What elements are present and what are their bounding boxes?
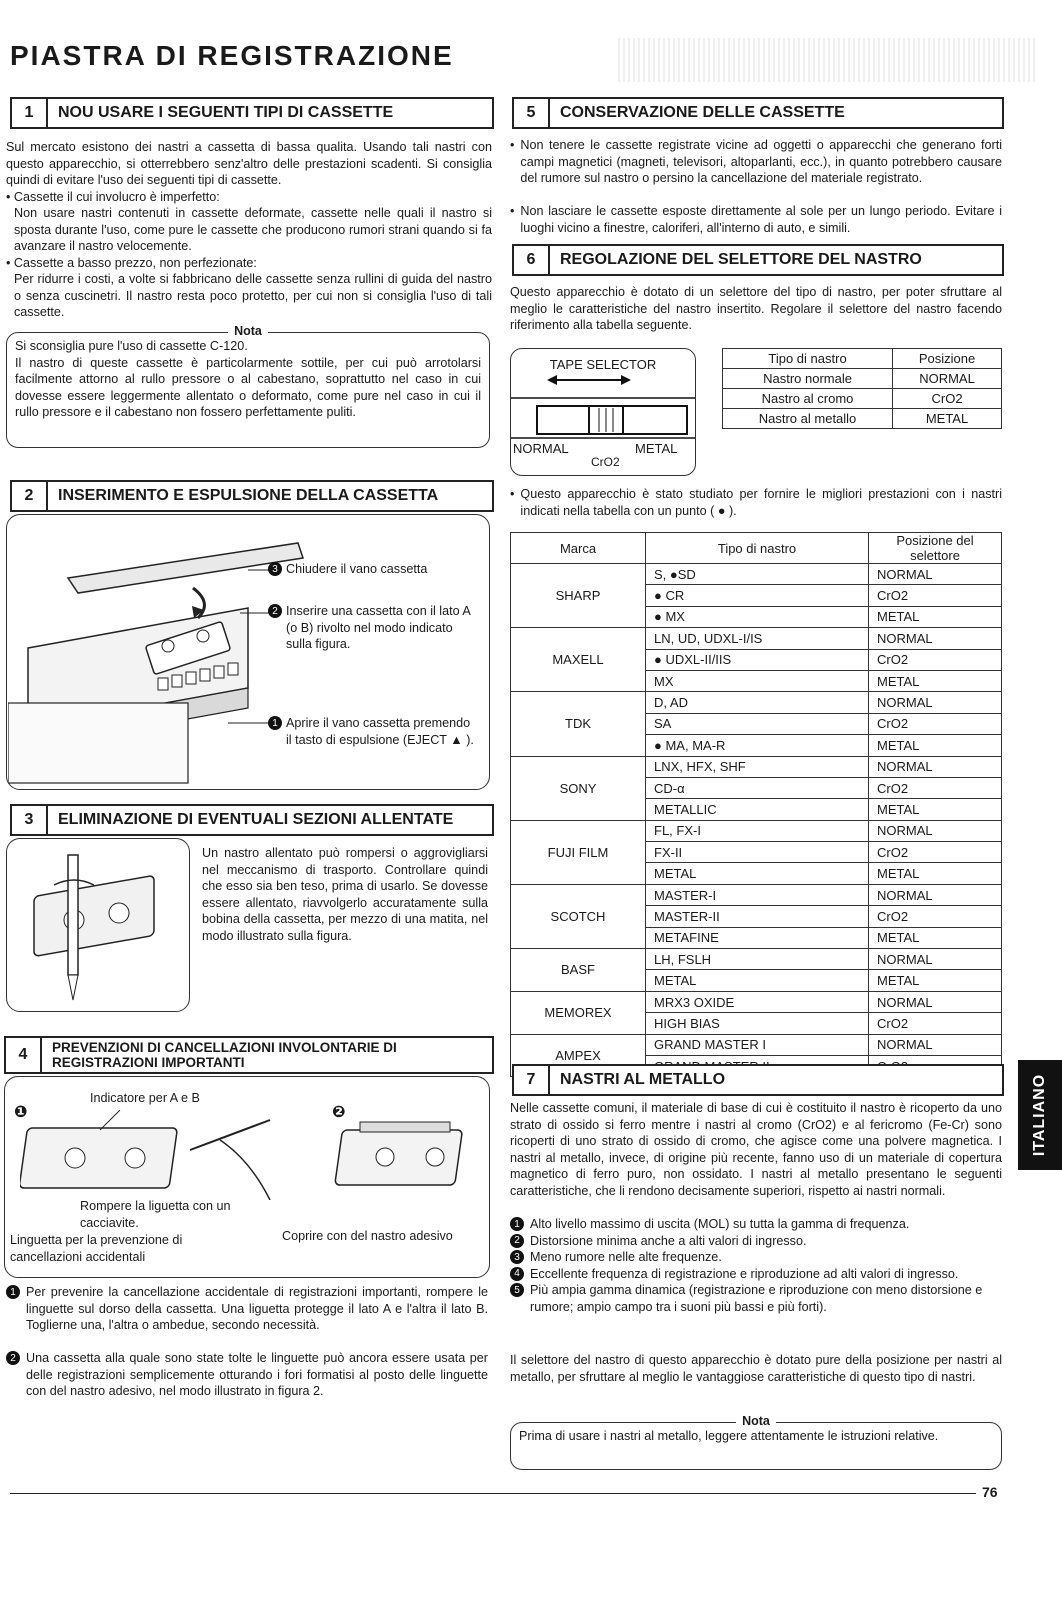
selector-position-cell: CrO2 bbox=[869, 649, 1002, 670]
metal-point-text: Alto livello massimo di uscita (MOL) su tutta la gamma di frequenza. bbox=[530, 1217, 910, 1231]
tab-prevention-label: Linguetta per la prevenzione di cancellazioni accidentali bbox=[10, 1233, 183, 1264]
tape-selector-switch bbox=[511, 372, 695, 452]
table-cell: Nastro al cromo bbox=[723, 389, 893, 409]
section-title-line-1: PREVENZIONI DI CANCELLAZIONI INVOLONTARIE DI bbox=[52, 1040, 397, 1055]
section-1-note bbox=[6, 324, 490, 448]
selector-position-cell: NORMAL bbox=[869, 628, 1002, 649]
section-title: NOU USARE I SEGUENTI TIPI DI CASSETTE bbox=[58, 104, 394, 121]
metal-point-text: Più ampia gamma dinamica (registrazione e riproduzione con meno distorsione e rumore; ampio campo tra i suoni più bassi e più forti). bbox=[530, 1283, 983, 1314]
footer-rule bbox=[10, 1493, 976, 1494]
metal-point-text: Meno rumore nelle alte frequenze. bbox=[530, 1250, 722, 1264]
language-tab bbox=[1018, 1060, 1062, 1170]
selector-position-cell: METAL bbox=[869, 927, 1002, 948]
selector-cro2-label: CrO2 bbox=[591, 455, 620, 469]
metal-point bbox=[510, 1266, 1002, 1283]
section-3-body: Un nastro allentato può rompersi o aggrovigliarsi nel meccanismo di trasporto. Controllare quindi che esso sia ben teso, prima di usarlo. Se dovesse essere allentato, riavvolgerlo accuratamente sulla bobina della cassetta, per mezzo di una matita, nel modo illustrato sulla figura. bbox=[202, 846, 488, 943]
section-title: CONSERVAZIONE DELLE CASSETTE bbox=[560, 104, 845, 121]
item-1-body: Non usare nastri contenuti in cassette deformate, cassette nelle quali il nastro si sposta durante l'uso, come pure le cassette che producono rumori strani quando si fa avanzare il nastro velocemente. bbox=[14, 206, 492, 253]
selector-position-cell: NORMAL bbox=[869, 1034, 1002, 1055]
section-7-body: Nelle cassette comuni, il materiale di base di cui è costituito il nastro è ricoperto da uno strato di ossido si ferro mentre i nastri al cromo (CrO2) e al fericromo (Fe-Cr) sono ricoperti di uno strato di ossido di cromo, che agisce come una polvere magnetica. I nastri al metallo, invece, di origine più recente, fanno uso di un materiale di copertura magnetico di ferro puro, non ossidato. I nastri al metallo presentano le seguenti caratteristiche, che li rendono decisamente superiori, rispetto ai nastri normali. bbox=[510, 1101, 1002, 1198]
section-4-paragraph-2 bbox=[6, 1350, 488, 1400]
tape-type-cell: SA bbox=[646, 713, 869, 734]
metal-point bbox=[510, 1249, 1002, 1266]
brand-name-cell: SCOTCH bbox=[511, 884, 646, 948]
bullet-2-text: Non lasciare le cassette esposte direttamente al sole per un lungo periodo. Evitare i luoghi vicino a finestre, caloriferi, all'interno di auto, e simili. bbox=[520, 204, 1002, 235]
item-1-heading: • Cassette il cui involucro è imperfetto: bbox=[6, 189, 220, 204]
table-row bbox=[511, 756, 1002, 777]
tape-type-cell: CD-α bbox=[646, 777, 869, 798]
brand-name-cell: SONY bbox=[511, 756, 646, 820]
tape-type-cell: ● CR bbox=[646, 585, 869, 606]
step-2 bbox=[268, 603, 478, 653]
tape-type-cell: MASTER-II bbox=[646, 906, 869, 927]
section-number: 4 bbox=[6, 1038, 42, 1072]
tape-type-cell: ● MX bbox=[646, 606, 869, 627]
tape-type-cell: S, ●SD bbox=[646, 564, 869, 585]
section-number: 5 bbox=[514, 99, 550, 127]
selector-metal-label: METAL bbox=[635, 441, 678, 456]
tape-type-cell: GRAND MASTER I bbox=[646, 1034, 869, 1055]
cassette-taped-illustration bbox=[330, 1112, 480, 1192]
note-label: Nota bbox=[736, 1414, 776, 1428]
tape-selector-label: TAPE SELECTOR bbox=[549, 357, 657, 372]
section-number: 7 bbox=[514, 1066, 550, 1094]
selector-position-cell: NORMAL bbox=[869, 884, 1002, 905]
metal-point-text: Eccellente frequenza di registrazione e riproduzione ad alti valori di ingresso. bbox=[530, 1266, 959, 1281]
selector-position-cell: CrO2 bbox=[869, 1013, 1002, 1034]
section-title: INSERIMENTO E ESPULSIONE DELLA CASSETTA bbox=[58, 487, 439, 504]
step-3-number-icon: 3 bbox=[268, 562, 282, 576]
table-cell: METAL bbox=[893, 409, 1002, 429]
table-header-cell: Marca bbox=[511, 533, 646, 564]
tape-type-cell: METAFINE bbox=[646, 927, 869, 948]
section-number: 6 bbox=[514, 246, 550, 274]
selector-position-cell: CrO2 bbox=[869, 842, 1002, 863]
page-number: 76 bbox=[982, 1484, 998, 1500]
section-2-header bbox=[10, 480, 494, 512]
tape-type-cell: LNX, HFX, SHF bbox=[646, 756, 869, 777]
metal-point bbox=[510, 1282, 1002, 1315]
figure-2-number: ❷ bbox=[332, 1104, 346, 1121]
brand-name-cell: FUJI FILM bbox=[511, 820, 646, 884]
section-number: 2 bbox=[12, 482, 48, 510]
table-header-row bbox=[511, 533, 1002, 564]
tape-type-cell: METAL bbox=[646, 863, 869, 884]
section-3-header bbox=[10, 804, 494, 836]
brand-name-cell: SHARP bbox=[511, 564, 646, 628]
section-title-line-2: REGISTRAZIONI IMPORTANTI bbox=[52, 1055, 245, 1070]
tape-type-cell: D, AD bbox=[646, 692, 869, 713]
table-row bbox=[511, 949, 1002, 970]
section-1-header bbox=[10, 97, 494, 129]
tape-type-cell: MX bbox=[646, 670, 869, 691]
section-7-header bbox=[512, 1064, 1004, 1096]
point-number-icon: 2 bbox=[510, 1234, 524, 1248]
cover-tape-label: Coprire con del nastro adesivo bbox=[282, 1229, 453, 1243]
section-6-header bbox=[512, 244, 1004, 276]
selector-position-cell: NORMAL bbox=[869, 820, 1002, 841]
indicator-label: Indicatore per A e B bbox=[90, 1091, 200, 1105]
tape-type-cell: FX-II bbox=[646, 842, 869, 863]
brand-name-cell: MEMOREX bbox=[511, 991, 646, 1034]
tape-type-cell: MRX3 OXIDE bbox=[646, 991, 869, 1012]
table-row bbox=[723, 409, 1002, 429]
table-row bbox=[511, 564, 1002, 585]
point-number-icon: 3 bbox=[510, 1250, 524, 1264]
note-text: Prima di usare i nastri al metallo, leggere attentamente le istruzioni relative. bbox=[519, 1429, 939, 1443]
paragraph-2-text: Una cassetta alla quale sono state tolte le linguette può ancora essere usata per delle registrazioni semplicemente otturando i fori formatisi al posto delle linguette con del nastro adesivo, nel modo illustrato in figura 2. bbox=[26, 1351, 488, 1398]
point-number-icon: 5 bbox=[510, 1283, 524, 1297]
section-title: NASTRI AL METALLO bbox=[560, 1071, 726, 1088]
section-number: 1 bbox=[12, 99, 48, 127]
selector-position-cell: METAL bbox=[869, 735, 1002, 756]
table-row bbox=[511, 692, 1002, 713]
table-row bbox=[511, 884, 1002, 905]
selector-position-cell: NORMAL bbox=[869, 692, 1002, 713]
table-row bbox=[511, 820, 1002, 841]
section-1-body bbox=[6, 139, 492, 321]
section-7-closing: Il selettore del nastro di questo apparecchio è dotato pure della posizione per nastri al metallo, per sfruttare al meglio le vantaggiose caratteristiche di questo tipo di nastri. bbox=[510, 1353, 1002, 1384]
tape-type-cell: ● MA, MA-R bbox=[646, 735, 869, 756]
table-header-cell: Tipo di nastro bbox=[646, 533, 869, 564]
brand-name-cell: AMPEX bbox=[511, 1034, 646, 1077]
selector-position-cell: CrO2 bbox=[869, 713, 1002, 734]
table-cell: NORMAL bbox=[893, 369, 1002, 389]
tape-position-table bbox=[722, 348, 1002, 429]
break-tab-label: Rompere la liguetta con un cacciavite. bbox=[80, 1199, 231, 1230]
step-3-text: Chiudere il vano cassetta bbox=[286, 562, 428, 576]
title-print-texture bbox=[618, 38, 1038, 82]
selector-position-cell: METAL bbox=[869, 970, 1002, 991]
table-header-cell: Tipo di nastro bbox=[723, 349, 893, 369]
paragraph-1-text: Per prevenire la cancellazione accidentale di registrazioni importanti, rompere le linguette sul dorso della cassetta. Una liguetta protegge il lato A e l'altra il lato B. Toglierne una, l'altra o ambedue, secondo necessità. bbox=[26, 1285, 488, 1332]
page-title: PIASTRA DI REGISTRAZIONE bbox=[10, 40, 454, 71]
selector-position-cell: NORMAL bbox=[869, 564, 1002, 585]
tape-type-cell: LH, FSLH bbox=[646, 949, 869, 970]
section-6-body: Questo apparecchio è dotato di un selettore del tipo di nastro, per poter sfruttare al meglio le caratteristiche del nastro insertito. Regolare il selettore del nastro facendo riferimento alla tabella seguente. bbox=[510, 285, 1002, 332]
metal-point bbox=[510, 1216, 1002, 1233]
tape-type-cell: LN, UD, UDXL-I/IS bbox=[646, 628, 869, 649]
tape-type-cell: METALLIC bbox=[646, 799, 869, 820]
selector-position-cell: NORMAL bbox=[869, 756, 1002, 777]
table-row bbox=[511, 991, 1002, 1012]
section-title: ELIMINAZIONE DI EVENTUALI SEZIONI ALLENTATE bbox=[58, 811, 454, 828]
selector-position-cell: METAL bbox=[869, 670, 1002, 691]
dot-note-text: Questo apparecchio è stato studiato per fornire le migliori prestazioni con i nastri indicati nella tabella con un punto ( ● ). bbox=[520, 487, 1002, 518]
step-3 bbox=[268, 561, 478, 578]
metal-point bbox=[510, 1233, 1002, 1250]
tape-type-cell: HIGH BIAS bbox=[646, 1013, 869, 1034]
tape-selector-diagram bbox=[510, 348, 696, 476]
selector-position-cell: NORMAL bbox=[869, 949, 1002, 970]
selector-position-cell: CrO2 bbox=[869, 585, 1002, 606]
step-2-number-icon: 2 bbox=[268, 604, 282, 618]
table-row bbox=[511, 628, 1002, 649]
table-header-cell: Posizione bbox=[893, 349, 1002, 369]
table-cell: Nastro al metallo bbox=[723, 409, 893, 429]
section-title: REGOLAZIONE DEL SELETTORE DEL NASTRO bbox=[560, 251, 922, 268]
step-1-text: Aprire il vano cassetta premendo il tasto di espulsione (EJECT ▲ ). bbox=[286, 716, 474, 747]
brand-name-cell: TDK bbox=[511, 692, 646, 756]
language-tab-label: ITALIANO bbox=[1031, 1073, 1049, 1157]
selector-position-cell: NORMAL bbox=[869, 991, 1002, 1012]
table-row bbox=[511, 1034, 1002, 1055]
table-cell: Nastro normale bbox=[723, 369, 893, 389]
paragraph-2-number-icon: 2 bbox=[6, 1351, 20, 1365]
section-5-bullet-2: • Non lasciare le cassette esposte direttamente al sole per un lungo periodo. Evitare i luoghi vicino a finestre, caloriferi, all'interno di auto, e simili. bbox=[510, 204, 1002, 235]
tape-type-cell: METAL bbox=[646, 970, 869, 991]
brand-name-cell: MAXELL bbox=[511, 628, 646, 692]
section-4-paragraph-1 bbox=[6, 1284, 488, 1334]
selector-position-cell: CrO2 bbox=[869, 777, 1002, 798]
point-number-icon: 1 bbox=[510, 1217, 524, 1231]
section-4-header bbox=[4, 1036, 494, 1074]
metal-tape-points bbox=[510, 1216, 1002, 1315]
cassette-tab-break-illustration bbox=[20, 1110, 280, 1200]
note-line-2: Il nastro di queste cassette è particolarmente sottile, per cui può arrotolarsi facilmente attorno al rullo pressore o al cabestano, soprattutto nel caso in cui dovesse essere leggermente allentato o deformato, come pure nel caso in cui il rullo pressore e il cabestano non fossero perfettamente puliti. bbox=[15, 355, 481, 419]
tape-type-cell: MASTER-I bbox=[646, 884, 869, 905]
section-5-bullet-1: • Non tenere le cassette registrate vicine ad oggetti o apparecchi che generano forti campi magnetici (magneti, televisori, altoparlanti, ecc.), in quanto potrebbero causare del rumore sul nastro o persino la cancellazione del materiale registrato. bbox=[510, 138, 1002, 185]
selector-position-cell: METAL bbox=[869, 863, 1002, 884]
dot-note: • Questo apparecchio è stato studiato per fornire le migliori prestazioni con i nastri indicati nella tabella con un punto ( ● ). bbox=[510, 487, 1002, 518]
bullet-1-text: Non tenere le cassette registrate vicine ad oggetti o apparecchi che generano forti campi magnetici (magneti, televisori, altoparlanti, ecc.), in quanto potrebbero causare del rumore sul nastro o persino la cancellazione del materiale registrato. bbox=[520, 138, 1002, 185]
brand-tape-table bbox=[510, 532, 1002, 1077]
step-2-text: Inserire una cassetta con il lato A (o B) rivolto nel modo indicato sulla figura. bbox=[286, 604, 471, 651]
selector-position-cell: METAL bbox=[869, 606, 1002, 627]
table-header-cell: Posizione del selettore bbox=[869, 533, 1002, 564]
item-2-body: Per ridurre i costi, a volte si fabbricano delle cassette senza rullini di guida del nastro o senza cuscinetri. Il nastro resta poco protetto, per cui non si consiglia l'uso di tali cassette. bbox=[14, 272, 492, 319]
point-number-icon: 4 bbox=[510, 1267, 524, 1281]
tape-type-cell: ● UDXL-II/IIS bbox=[646, 649, 869, 670]
paragraph-1-number-icon: 1 bbox=[6, 1285, 20, 1299]
section-number: 3 bbox=[12, 806, 48, 834]
selector-position-cell: METAL bbox=[869, 799, 1002, 820]
note-label: Nota bbox=[228, 324, 268, 338]
section-7-note bbox=[510, 1414, 1002, 1470]
step-1 bbox=[268, 715, 478, 748]
table-row bbox=[723, 389, 1002, 409]
selector-normal-label: NORMAL bbox=[513, 441, 569, 456]
selector-position-cell: CrO2 bbox=[869, 906, 1002, 927]
pencil-rewind-illustration bbox=[14, 845, 184, 1005]
tape-type-cell: FL, FX-I bbox=[646, 820, 869, 841]
table-row bbox=[723, 369, 1002, 389]
section-5-header bbox=[512, 97, 1004, 129]
item-2-heading: • Cassette a basso prezzo, non perfezionate: bbox=[6, 255, 257, 270]
table-cell: CrO2 bbox=[893, 389, 1002, 409]
cassette-deck-illustration bbox=[8, 518, 308, 784]
section-1-intro: Sul mercato esistono dei nastri a cassetta di bassa qualita. Usando tali nastri con questo apparecchio, si otterrebbero senz'altro delle prestazioni scadenti. Si consiglia quindi di evitare l'uso dei seguenti tipi di cassette. bbox=[6, 140, 492, 187]
figure-1-number: ❶ bbox=[14, 1104, 28, 1121]
metal-point-text: Distorsione minima anche a alti valori di ingresso. bbox=[530, 1233, 807, 1248]
note-line-1: Si sconsiglia pure l'uso di cassette C-120. bbox=[15, 339, 248, 353]
step-1-number-icon: 1 bbox=[268, 716, 282, 730]
table-header-row bbox=[723, 349, 1002, 369]
brand-name-cell: BASF bbox=[511, 949, 646, 992]
